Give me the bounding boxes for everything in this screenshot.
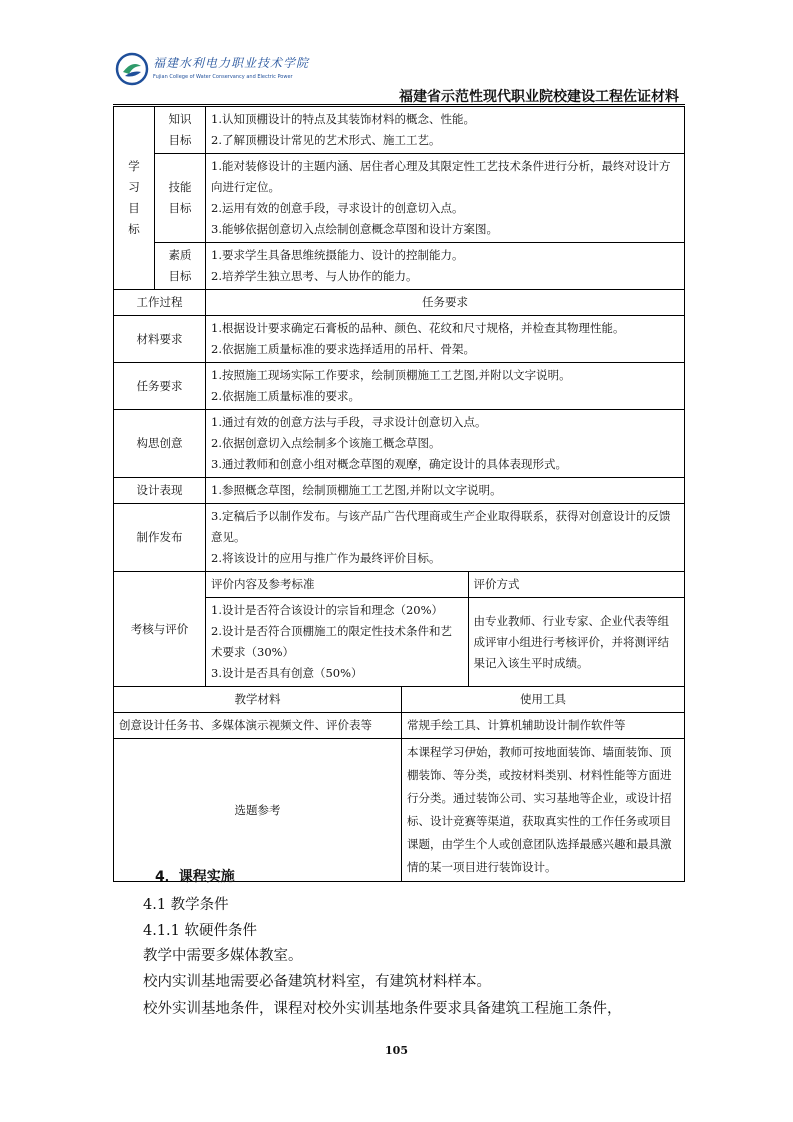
process-label: 构思创意 bbox=[114, 410, 206, 478]
tools-col-header: 使用工具 bbox=[402, 687, 685, 713]
header-divider bbox=[113, 104, 685, 105]
process-content: 3.定稿后予以制作发布。与该产品广告代理商或生产企业取得联系，获得对创意设计的反馈意见。 2.将该设计的应用与推广作为最终评价目标。 bbox=[206, 504, 685, 572]
method-text: 由专业教师、行业专家、企业代表等组成评审小组进行考核评价，并将测评结果记入该生平时成绩。 bbox=[473, 613, 669, 670]
course-design-table bbox=[113, 106, 685, 882]
process-label: 材料要求 bbox=[114, 316, 206, 363]
body-paragraph: 校内实训基地需要必备建筑材料室，有建筑材料样本。 bbox=[143, 974, 491, 990]
assessment-detail bbox=[206, 572, 685, 687]
materials-header-row bbox=[114, 687, 685, 713]
logo-english-name: Fujian College of Water Conservancy and Electric Power bbox=[153, 74, 293, 80]
process-content: 1.按照施工现场实际工作要求，绘制顶棚施工工艺图,并附以文字说明。 2.依据施工质量标准的要求。 bbox=[206, 363, 685, 410]
process-row bbox=[114, 478, 685, 504]
page-header bbox=[113, 42, 685, 106]
assessment-label: 考核与评价 bbox=[114, 572, 206, 687]
objective-label: 知识 目标 bbox=[155, 107, 206, 154]
subsection-heading: 4.1.1 软硬件条件 bbox=[143, 923, 258, 939]
materials-col-header: 教学材料 bbox=[114, 687, 402, 713]
process-label: 设计表现 bbox=[114, 478, 206, 504]
process-row bbox=[114, 316, 685, 363]
body-paragraph: 校外实训基地条件，课程对校外实训基地条件要求具备建筑工程施工条件， bbox=[143, 1001, 622, 1017]
objective-label: 技能 目标 bbox=[155, 154, 206, 243]
process-content: 1.通过有效的创意方法与手段，寻求设计创意切入点。 2.依据创意切入点绘制多个该施工概念草图。 3.通过教师和创意小组对概念草图的观摩，确定设计的具体表现形式。 bbox=[206, 410, 685, 478]
requirement-col-header: 任务要求 bbox=[206, 290, 685, 316]
method-header: 评价方式 bbox=[468, 572, 684, 598]
header-title: 福建省示范性现代职业院校建设工程佐证材料 bbox=[399, 89, 679, 105]
college-emblem-icon bbox=[115, 52, 149, 86]
objective-label: 素质 目标 bbox=[155, 243, 206, 290]
process-row bbox=[114, 504, 685, 572]
process-label: 制作发布 bbox=[114, 504, 206, 572]
materials-row bbox=[114, 713, 685, 739]
criteria-list: 1.设计是否符合该设计的宗旨和理念（20%） 2.设计是否符合顶棚施工的限定性技术条件和艺术要求（30%） 3.设计是否具有创意（50%） bbox=[206, 598, 468, 687]
objectives-group-label: 学 习 目 标 bbox=[114, 107, 155, 290]
materials-value: 创意设计任务书、多媒体演示视频文件、评价表等 bbox=[114, 713, 402, 739]
criteria-header: 评价内容及参考标准 bbox=[206, 572, 468, 598]
objective-content: 1.要求学生具备思维统摄能力、设计的控制能力。 2.培养学生独立思考、与人协作的能力。 bbox=[206, 243, 685, 290]
process-row bbox=[114, 363, 685, 410]
tools-value: 常规手绘工具、计算机辅助设计制作软件等 bbox=[402, 713, 685, 739]
process-content: 1.根据设计要求确定石膏板的品种、颜色、花纹和尺寸规格，并检查其物理性能。 2.依据施工质量标准的要求选择适用的吊杆、骨架。 bbox=[206, 316, 685, 363]
page-number: 105 bbox=[385, 1044, 408, 1057]
objective-row-quality bbox=[114, 243, 685, 290]
objective-content: 1.能对装修设计的主题内涵、居住者心理及其限定性工艺技术条件进行分析，最终对设计方向进行定位。 2.运用有效的创意手段，寻求设计的创意切入点。 3.能够依据创意切入点绘制创意概念草图和设计方案图。 bbox=[206, 154, 685, 243]
process-col-header: 工作过程 bbox=[114, 290, 206, 316]
body-paragraph: 教学中需要多媒体教室。 bbox=[143, 948, 303, 964]
topic-label: 选题参考 bbox=[114, 739, 402, 882]
logo-chinese-name: 福建水利电力职业技术学院 bbox=[153, 56, 310, 70]
process-header-row bbox=[114, 290, 685, 316]
objective-content: 1.认知顶棚设计的特点及其装饰材料的概念、性能。 2.了解顶棚设计常见的艺术形式、施工工艺。 bbox=[206, 107, 685, 154]
assessment-row bbox=[114, 572, 685, 687]
subsection-heading: 4.1 教学条件 bbox=[143, 897, 229, 913]
process-row bbox=[114, 410, 685, 478]
topic-row bbox=[114, 739, 685, 882]
section-heading: 4．课程实施 bbox=[155, 869, 235, 885]
objective-row-skill bbox=[114, 154, 685, 243]
process-label: 任务要求 bbox=[114, 363, 206, 410]
process-content: 1.参照概念草图，绘制顶棚施工工艺图,并附以文字说明。 bbox=[206, 478, 685, 504]
objective-row-knowledge bbox=[114, 107, 685, 154]
college-logo bbox=[113, 46, 313, 92]
topic-text: 本课程学习伊始，教师可按地面装饰、墙面装饰、顶棚装饰、等分类，或按材料类别、材料性能等方面进行分类。通过装饰公司、实习基地等企业，或设计招标、设计竞赛等渠道，获取真实性的工作任务或项目课题，由学生个人或创意团队选择最感兴趣和最具激情的某一项目进行装饰设计。 bbox=[402, 739, 685, 882]
